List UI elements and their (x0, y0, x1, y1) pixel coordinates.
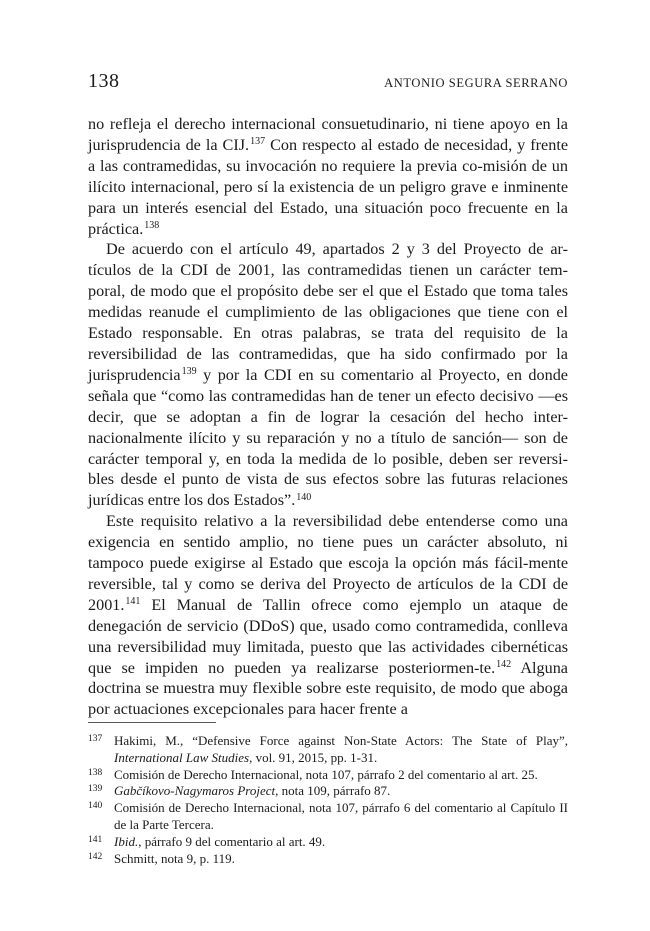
paragraph-text: Alguna doctrina se muestra muy flexible sobre este requisito, de modo que aboga por actuaciones excepcionales para hacer frente a (88, 658, 568, 719)
footnote-text: Comisión de Derecho Internacional, nota 107, párrafo 6 del comentario al Capítulo II de la Parte Tercera. (114, 800, 568, 832)
running-head (88, 70, 568, 100)
footnote-number: 140 (88, 801, 103, 812)
paragraph (88, 114, 568, 239)
footnote (88, 800, 568, 834)
paragraph-text: De acuerdo con el artículo 49, apartados 2 y 3 del Proyecto de ar-tículos de la CDI de 2001, las contramedidas tienen un carácter tem-poral, de modo que el propósito debe ser el que el Estado que toma tales medidas reanude el cumplimiento de las obligaciones que tiene con el Estado responsable. En otras palabras, se trata del requisito de la reversibilidad de las contramedidas, que ha sido confirmado por la jurisprudencia (88, 240, 568, 384)
footnote-reference[interactable]: 140 (296, 491, 312, 503)
footnote-text: Comisión de Derecho Internacional, nota 107, párrafo 2 del comentario al art. 25. (114, 766, 538, 782)
footnote-separator (88, 722, 216, 723)
footnote (88, 783, 568, 800)
footnote-reference[interactable]: 142 (496, 659, 512, 671)
paragraph (88, 239, 568, 511)
footnote-reference[interactable]: 141 (125, 596, 141, 608)
footnote-text: Ibid., párrafo 9 del comentario al art. 49. (114, 833, 326, 849)
footnote-text: Hakimi, M., “Defensive Force against Non-State Actors: The State of Play”, International Law Studies, vol. 91, 2015, pp. 1-31. (114, 733, 568, 765)
footnote (88, 767, 568, 784)
paragraph-text: El Manual de Tallin ofrece como ejemplo un ataque de denegación de servicio (DDoS) que, usado como contramedida, conlleva una reversibilidad muy limitada, puesto que las actividades cibernéticas que se impiden no pueden ya realizarse posteriormen-te. (88, 595, 568, 677)
footnote-number: 141 (88, 834, 103, 845)
paragraph-text: Con respecto al estado de necesidad, y frente a las contramedidas, su invocación no requiere la previa co-misión de un ilícito internacional, pero sí la existencia de un peligro grave e inminente para un interés esencial del Estado, una situación poco frecuente en la práctica. (88, 135, 568, 238)
footnote-text: Gabčíkovo-Nagymaros Project, nota 109, párrafo 87. (114, 783, 391, 799)
paragraph (88, 511, 568, 720)
footnotes (88, 733, 568, 867)
page (88, 70, 568, 720)
paragraph-text: Este requisito relativo a la reversibilidad debe entenderse como una exigencia en sentido amplio, no tiene pues un carácter absoluto, ni tampoco puede exigirse al Estado que escoja la opción más fácil-mente reversible, tal y como se deriva del Proyecto de artículos de la CDI de 2001. (88, 512, 568, 614)
footnote-reference[interactable]: 137 (250, 136, 266, 148)
footnote-number: 138 (88, 767, 103, 778)
footnote-number: 137 (88, 734, 103, 744)
paragraph-text: no refleja el derecho internacional consuetudinario, ni tiene apoyo en la jurisprudencia de la CIJ. (88, 115, 568, 154)
page-number: 138 (88, 70, 120, 92)
body-text (88, 114, 568, 720)
footnote-number: 139 (88, 784, 103, 795)
paragraph-text: y por la CDI en su comentario al Proyecto, en donde señala que “como las contramedidas han de tener un efecto decisivo —es decir, que se adoptan a fin de lograr la cesación del hecho inter-nacionalmente ilícito y su reparación y no a título de sanción— son de carácter temporal y, en toda la medida de lo posible, deben ser reversi-bles desde el punto de vista de sus efectos sobre las futuras relaciones jurídicas entre los dos Estados”. (88, 365, 568, 510)
footnote (88, 834, 568, 851)
footnote-reference[interactable]: 138 (144, 220, 160, 232)
running-head-author: ANTONIO SEGURA SERRANO (384, 76, 568, 90)
footnote-reference[interactable]: 139 (181, 366, 197, 378)
footnote-text: Schmitt, nota 9, p. 119. (114, 850, 235, 866)
footnote (88, 851, 568, 868)
footnote-number: 142 (88, 851, 103, 862)
footnote (88, 733, 568, 767)
